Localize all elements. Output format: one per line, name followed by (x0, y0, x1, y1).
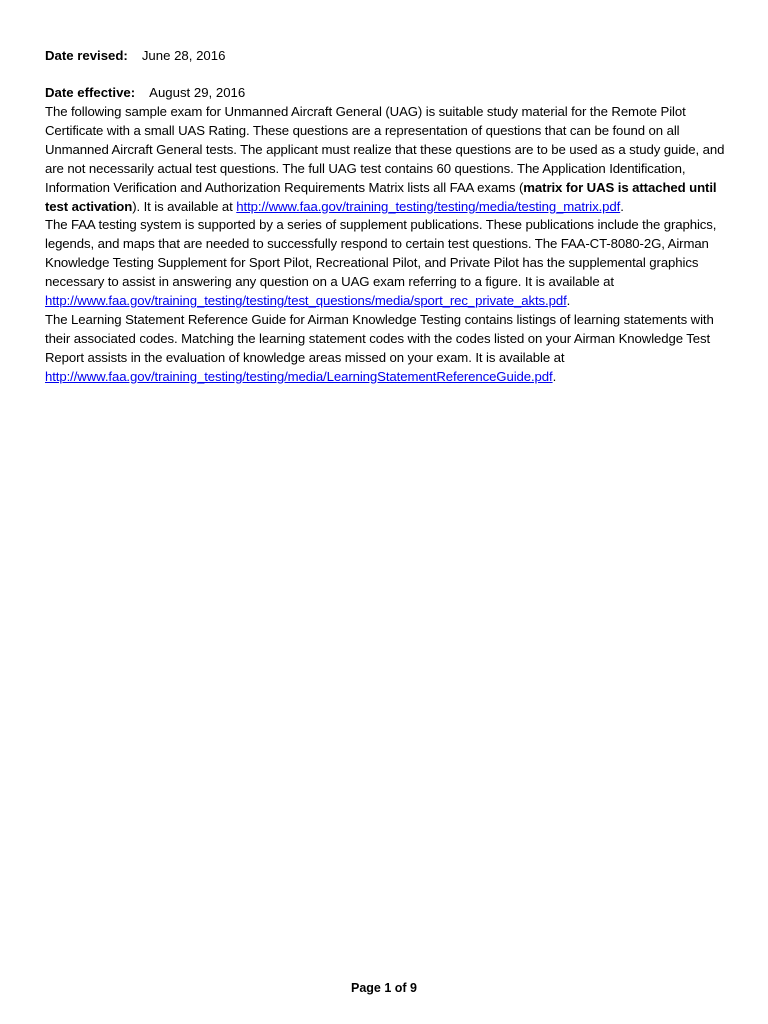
learning-statement-text: The Learning Statement Reference Guide for Airman Knowledge Testing contains listings of learning statements with their associated codes. Matching the learning statement codes with the codes listed on your Airman Knowledge Test Report assists in the evaluation of knowledge areas missed on your exam. It is available at (45, 311, 714, 365)
page-number: Page 1 of 9 (351, 981, 417, 995)
uag-intro-text: The following sample exam for Unmanned Aircraft General (UAG) is suitable study material for the Remote Pilot Certificate with a small UAS Rating. These questions are a representation of questions that can be found on all Unmanned Aircraft General tests. The applicant must realize that these questions are to be used as a study guide, and are not necessarily actual test questions. The full UAG test contains 60 questions. The Application Identification, Information Verification and Authorization Requirements Matrix lists all FAA exams ( (45, 104, 725, 195)
supplement-end: . (566, 293, 571, 309)
supplement-text: The FAA testing system is supported by a series of supplement publications. These publications include the graphics, legends, and maps that are needed to successfully respond to certain test questions. The FAA-CT-8080-2G, Airman Knowledge Testing Supplement for Sport Pilot, Recreational Pilot, and Private Pilot has the supplemental graphics necessary to assist in answering any question on a UAG exam referring to a figure. It is available at (45, 217, 717, 290)
testing-matrix-link[interactable]: http://www.faa.gov/training_testing/testing/media/testing_matrix.pdf (236, 198, 621, 214)
learning-statement-paragraph (45, 311, 725, 387)
date-revised-line (45, 47, 725, 66)
uag-intro-availability: ). It is available at (132, 198, 237, 214)
date-effective-label: Date effective: (45, 85, 136, 100)
learning-statement-guide-link[interactable]: http://www.faa.gov/training_testing/testing/media/LearningStatementReferenceGuide.pdf (45, 368, 553, 384)
date-revised-value: June 28, 2016 (141, 48, 226, 63)
supplement-paragraph (45, 216, 725, 311)
testing-supplement-link[interactable]: http://www.faa.gov/training_testing/testing/test_questions/media/sport_rec_private_akts.pdf (45, 293, 567, 309)
uag-intro-paragraph (45, 103, 725, 216)
page-content (45, 47, 725, 387)
date-revised-label: Date revised: (45, 48, 128, 63)
date-effective-value: August 29, 2016 (149, 85, 246, 100)
date-effective-line (45, 84, 725, 103)
uas-matrix-note: matrix for UAS is attached until test activation (45, 179, 717, 214)
uag-intro-end: . (620, 198, 624, 214)
learning-statement-end: . (552, 368, 557, 384)
